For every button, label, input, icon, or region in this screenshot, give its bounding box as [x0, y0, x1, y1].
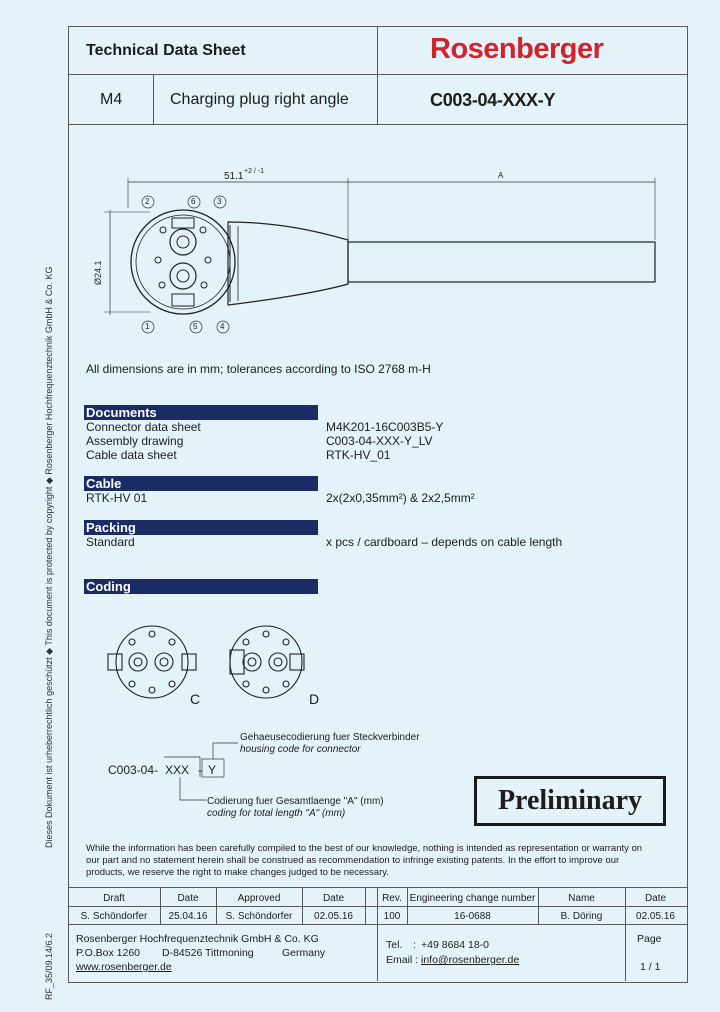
dim-a: A: [498, 171, 504, 180]
code-y: Y: [208, 763, 217, 777]
rev-header: Approved: [237, 893, 281, 904]
coding-heading: Coding: [84, 579, 318, 594]
pin-label-2: 2: [145, 197, 150, 206]
housing-code-de: Gehaeusecodierung fuer Steckverbinder: [240, 732, 420, 743]
rev-cell: B. Döring: [560, 911, 603, 922]
pin-label-1: 1: [145, 322, 150, 331]
doc-label: Cable data sheet: [86, 448, 177, 462]
tel-colon: :: [413, 939, 416, 951]
housing-code-en: housing code for connector: [240, 744, 361, 755]
packing-label: Standard: [86, 535, 135, 549]
rev-header: Rev.: [382, 893, 402, 904]
rev-header: Date: [177, 893, 199, 904]
doc-value: RTK-HV_01: [326, 448, 391, 462]
product-name: Charging plug right angle: [170, 91, 349, 108]
code-dash: -: [198, 763, 202, 777]
dim-diameter: Ø24.1: [93, 260, 103, 285]
coding-diagrams: [100, 620, 330, 700]
rev-header: Date: [322, 893, 345, 904]
pin-label-4: 4: [220, 322, 225, 331]
preliminary-stamp: Preliminary: [474, 776, 666, 826]
documents-heading: Documents: [84, 405, 318, 420]
packing-heading: Packing: [84, 520, 318, 535]
email-link[interactable]: info@rosenberger.de: [421, 954, 520, 966]
tel-number: +49 8684 18-0: [421, 939, 490, 951]
rev-cell: 16-0688: [454, 911, 491, 922]
tel-label: Tel.: [386, 939, 403, 951]
doc-type: Technical Data Sheet: [86, 42, 246, 59]
cable-value: 2x(2x0,35mm²) & 2x2,5mm²: [326, 491, 475, 505]
technical-drawing: [90, 160, 670, 340]
rev-header: Draft: [103, 893, 125, 904]
disclaimer-line: While the information has been carefully compiled to the best of our knowledge, nothing is intended as representation or warranty on: [86, 843, 643, 854]
code-xxx: XXX: [165, 763, 190, 777]
form-code: RF_35/09.14/6.2: [44, 932, 54, 1000]
country: Germany: [282, 947, 326, 959]
dimensions-note: All dimensions are in mm; tolerances according to ISO 2768 m-H: [86, 362, 431, 376]
email-label: Email :: [386, 954, 419, 966]
doc-label: Connector data sheet: [86, 420, 201, 434]
packing-value: x pcs / cardboard – depends on cable length: [326, 535, 563, 549]
header-vsplit: [377, 26, 378, 124]
postcode: D-84526 Tittmoning: [162, 947, 254, 959]
cable-heading: Cable: [84, 476, 318, 491]
website-link[interactable]: www.rosenberger.de: [76, 961, 172, 973]
disclaimer-line: products, we reserve the right to make changes judged to be necessary.: [86, 867, 389, 878]
series: M4: [100, 91, 123, 108]
pin-label-3: 3: [217, 197, 222, 206]
doc-value: M4K201-16C003B5-Y: [326, 420, 444, 434]
rev-header: Engineering change number: [409, 893, 536, 904]
code-prefix: C003-04-: [108, 763, 159, 777]
rev-cell: 100: [383, 911, 401, 922]
header-vsplit-2: [153, 74, 154, 124]
rev-cell: S. Schöndorfer: [225, 911, 293, 922]
rev-col: [365, 887, 366, 924]
dim-length-tolerance: +2 / -1: [244, 168, 265, 175]
pin-label-6: 6: [191, 197, 196, 206]
po-box: P.O.Box 1260: [76, 947, 141, 959]
cable-label: RTK-HV 01: [86, 491, 148, 505]
pin-label-5: 5: [193, 322, 198, 331]
rev-header: Date: [644, 893, 667, 904]
copyright-side-text: Dieses Dokument ist urheberrechtlich geschützt ◆ This document is protected by copyright ◆ Rosenberger Hochfrequenztechnik GmbH & Co. KG: [44, 266, 54, 848]
coding-variant-c: C: [190, 691, 201, 707]
brand-logo: Rosenberger: [430, 33, 604, 65]
page-value: 1 / 1: [640, 961, 661, 973]
rev-cell: S. Schöndorfer: [80, 911, 148, 922]
doc-value: C003-04-XXX-Y_LV: [326, 434, 433, 448]
rev-header: Name: [568, 893, 595, 904]
dim-length: 51.1: [224, 171, 244, 182]
doc-label: Assembly drawing: [86, 434, 184, 448]
rev-cell: 02.05.16: [314, 911, 353, 922]
length-code-de: Codierung fuer Gesamtlaenge "A" (mm): [207, 796, 384, 807]
rev-cell: 25.04.16: [168, 911, 208, 922]
page-label: Page: [637, 933, 662, 945]
coding-variant-d: D: [309, 691, 320, 707]
disclaimer-line: our part and no statement herein shall be construed as recommendation to infringe existing patents. In the effort to improve our: [86, 855, 620, 866]
company-name: Rosenberger Hochfrequenztechnik GmbH & Co. KG: [76, 933, 319, 945]
part-number: C003-04-XXX-Y: [430, 90, 556, 110]
rev-cell: 02.05.16: [636, 911, 675, 922]
length-code-en: coding for total length "A" (mm): [207, 808, 346, 819]
header-bottom: [68, 124, 687, 125]
